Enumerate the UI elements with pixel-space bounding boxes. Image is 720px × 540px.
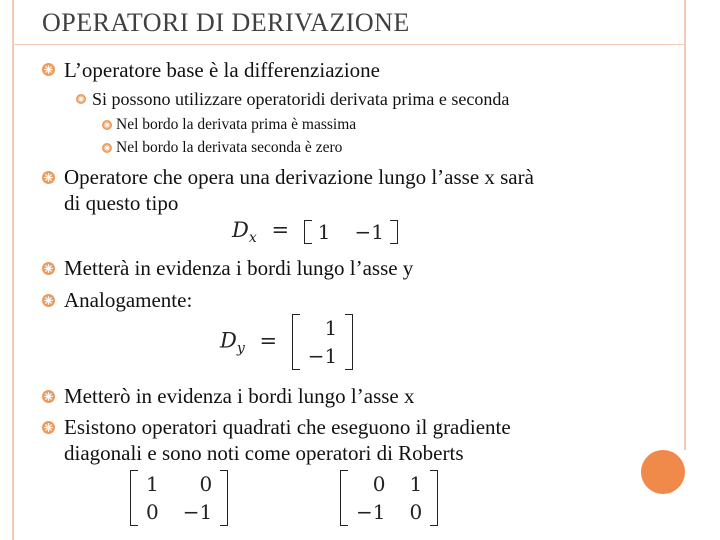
formula-equals: = (271, 218, 290, 242)
row-vector (304, 220, 398, 244)
frame-top-line (12, 44, 686, 45)
matrix-entry: −1 (354, 219, 384, 244)
matrix-entry: −1 (307, 344, 338, 368)
formula-dy (220, 314, 353, 370)
formula-subscript: y (236, 340, 245, 357)
bullet-icon (42, 262, 55, 275)
matrix-entry: 0 (146, 500, 159, 524)
formula-equals: = (259, 328, 278, 353)
column-vector (292, 314, 353, 370)
matrix-entry: 1 (409, 472, 423, 496)
matrix-entry: −1 (356, 500, 386, 524)
formula-symbol: D (232, 218, 249, 242)
bullet-text-continuation: diagonali e sono noti come operatori di Roberts (64, 441, 464, 465)
bullet-text-continuation: di questo tipo (64, 191, 179, 215)
frame-right-line (684, 0, 686, 450)
formula-dx (232, 218, 398, 246)
formula-subscript: x (248, 230, 257, 246)
roberts-matrix-2 (340, 470, 438, 526)
bullet-icon (102, 120, 112, 130)
bullet-icon (42, 171, 55, 184)
slide-title: OPERATORI DI DERIVAZIONE (42, 8, 410, 37)
bullet-text: Analogamente: (64, 288, 193, 312)
bullet-icon (42, 390, 55, 403)
bullet-icon (42, 421, 55, 434)
matrix-entry: 0 (409, 500, 423, 524)
bullet-icon (102, 143, 112, 153)
bullet-text: Si possono utilizzare operatoridi derivata prima e seconda (92, 89, 510, 109)
matrix-entry: −1 (182, 500, 213, 524)
bullet-icon (76, 94, 86, 104)
bullet-text: Nel bordo la derivata prima è massima (116, 116, 357, 133)
bullet-icon (42, 294, 55, 307)
bullet-text: Metterò in evidenza i bordi lungo l’asse x (64, 384, 415, 408)
formula-symbol: D (220, 328, 237, 353)
bullet-text: Nel bordo la derivata seconda è zero (116, 139, 343, 156)
matrix-entry: 0 (372, 472, 386, 496)
bullet-text: Metterà in evidenza i bordi lungo l’asse y (64, 256, 414, 280)
matrix-entry: 1 (324, 316, 338, 340)
bullet-text: Operatore che opera una derivazione lungo l’asse x sarà (64, 165, 534, 189)
roberts-matrix-1 (130, 470, 228, 526)
matrix-entry: 1 (146, 472, 159, 496)
bullet-text: Esistono operatori quadrati che eseguono il gradiente (64, 415, 511, 439)
matrix-entry: 1 (317, 219, 331, 244)
matrix-entry: 0 (199, 472, 213, 496)
bullet-icon (42, 63, 55, 76)
frame-left-line (12, 0, 14, 540)
bullet-text: L’operatore base è la differenziazione (64, 58, 380, 82)
decorative-orange-dot (641, 450, 685, 494)
